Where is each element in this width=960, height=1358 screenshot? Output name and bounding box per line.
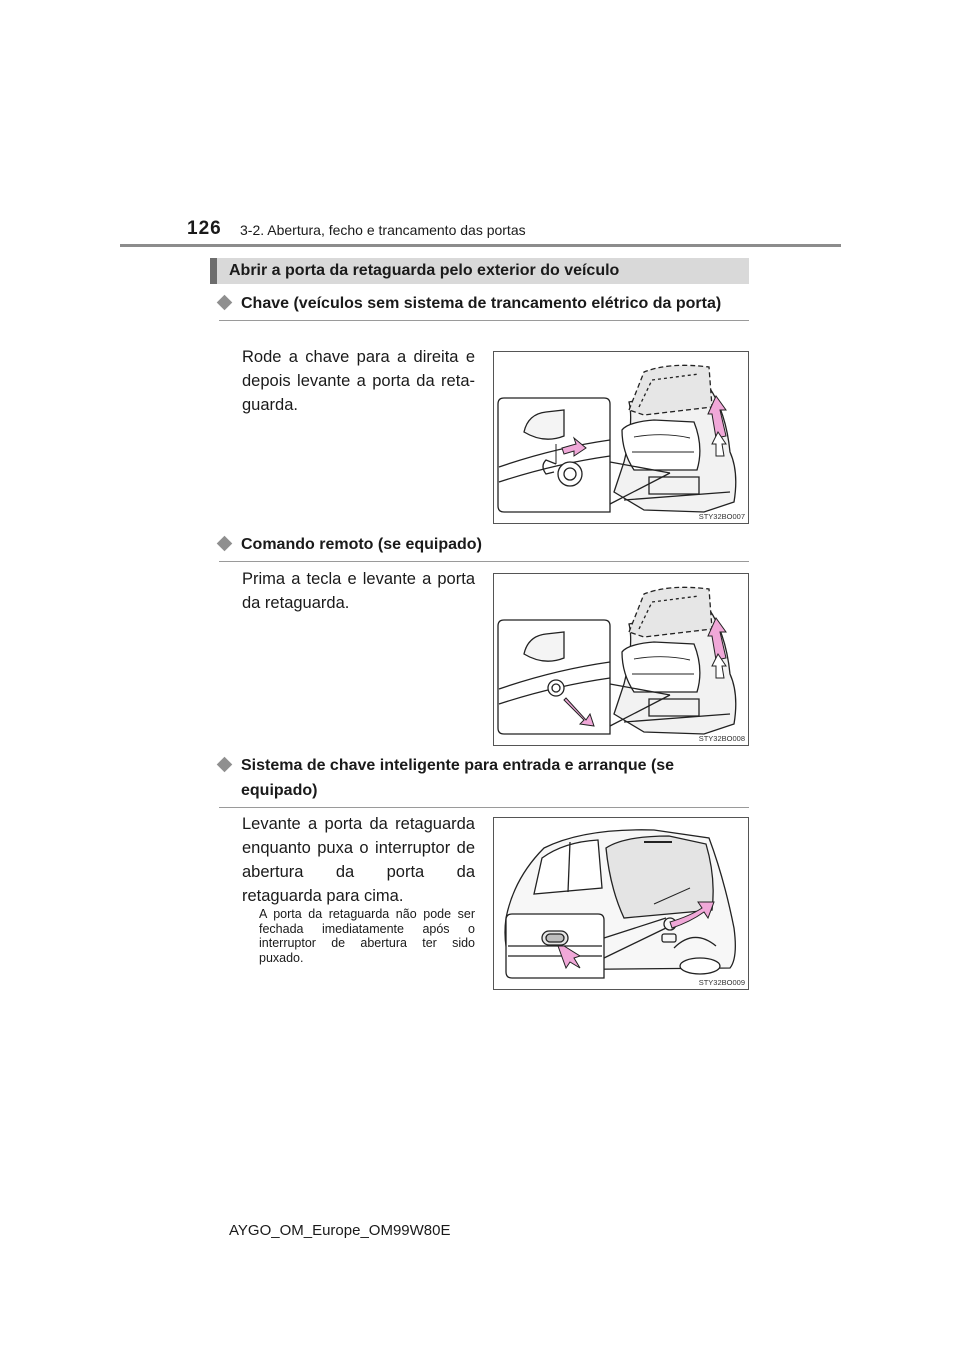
subheading-smart-key: [219, 753, 749, 808]
section-title-bar: [210, 258, 749, 284]
figure-remote-unlock: [493, 573, 749, 746]
subheading-key: [219, 291, 749, 321]
section-title: Abrir a porta da retaguarda pelo exterior do veículo: [229, 262, 620, 279]
note-text: A porta da retaguarda não pode ser fechada imediatamente após o interruptor de abertura ter sido puxado.: [259, 907, 475, 965]
instruction-text: Rode a chave para a direita e depois levante a porta da reta-guarda.: [242, 348, 475, 414]
instruction-text: Levante a porta da retaguarda enquanto puxa o interruptor de abertura da porta da retaguarda para cima.: [242, 815, 475, 905]
subheading-remote: [219, 532, 749, 562]
subheading-text: Chave (veículos sem sistema de trancamento elétrico da porta): [241, 295, 722, 312]
figure-key-unlock: [493, 351, 749, 524]
instruction-text: Prima a tecla e levante a porta da retaguarda.: [242, 570, 475, 612]
chapter-title: 3-2. Abertura, fecho e trancamento das portas: [240, 222, 526, 238]
subheading-text: Comando remoto (se equipado): [241, 536, 482, 553]
remote-unlock-illustration: [494, 574, 748, 745]
footer-doc-id: AYGO_OM_Europe_OM99W80E: [229, 1222, 451, 1239]
page-number: 126: [187, 218, 222, 239]
figure-code: STY32BO008: [698, 734, 745, 743]
figure-smart-key: [493, 817, 749, 990]
subheading-text: Sistema de chave inteligente para entrada e arranque (se equipado): [241, 757, 675, 799]
figure-code: STY32BO009: [698, 978, 745, 987]
figure-code: STY32BO007: [698, 512, 745, 521]
smart-key-illustration: [494, 818, 748, 989]
header-rule: [120, 244, 841, 247]
key-unlock-illustration: [494, 352, 748, 523]
